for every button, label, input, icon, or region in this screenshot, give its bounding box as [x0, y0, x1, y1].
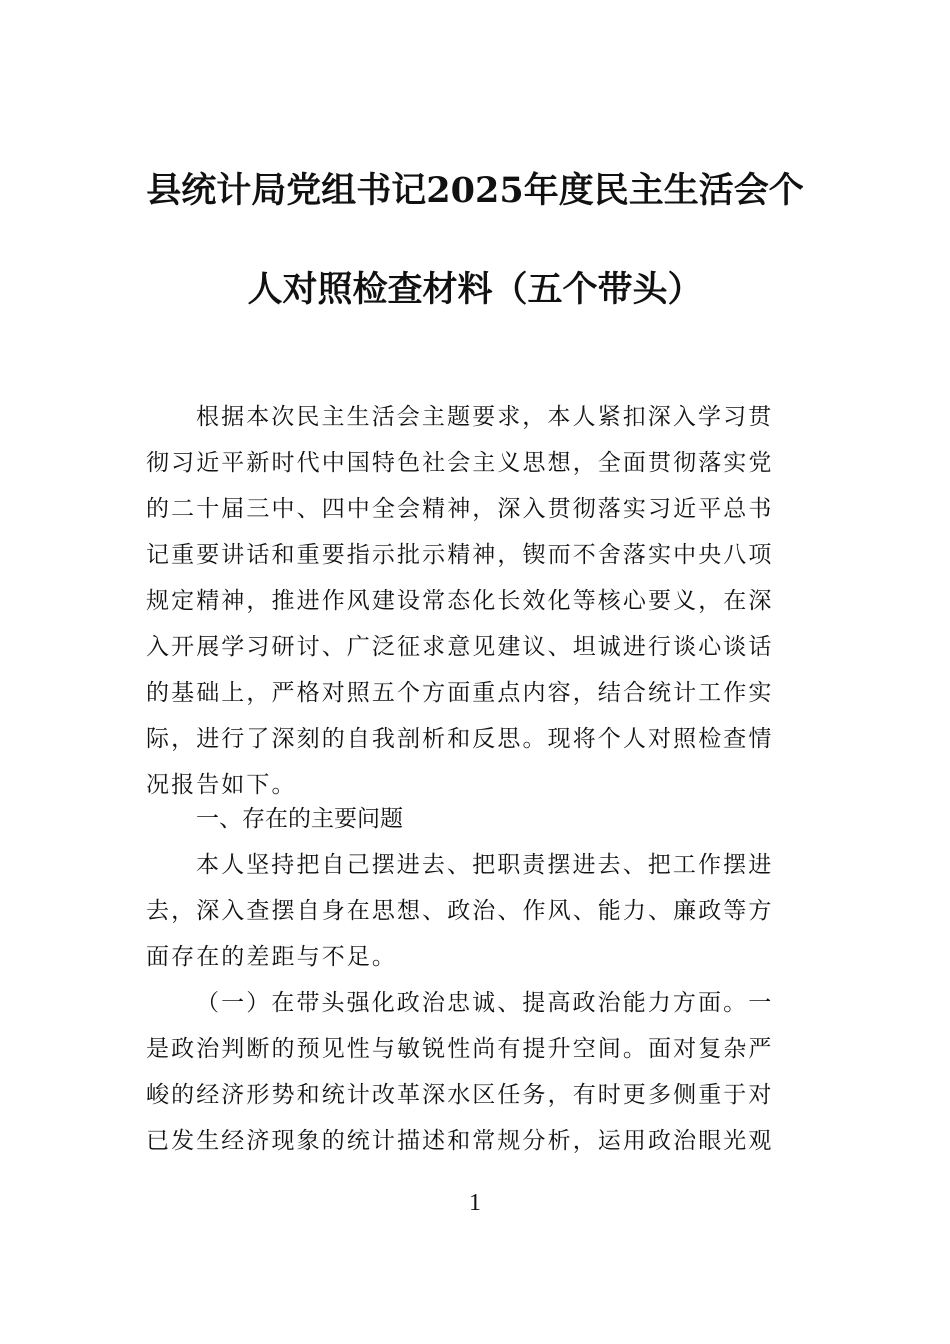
section-heading: 一、存在的主要问题	[196, 806, 403, 832]
section-line: 面存在的差距与不足。	[146, 944, 397, 970]
intro-line: 的二十届三中、四中全会精神，深入贯彻落实习近平总书	[146, 496, 774, 522]
section-line: 本人坚持把自己摆进去、把职责摆进去、把工作摆进	[196, 852, 774, 878]
intro-line: 根据本次民主生活会主题要求，本人紧扣深入学习贯	[196, 404, 774, 430]
intro-line: 际，进行了深刻的自我剖析和反思。现将个人对照检查情	[146, 726, 774, 752]
section-line: 去，深入查摆自身在思想、政治、作风、能力、廉政等方	[146, 898, 774, 924]
intro-line: 入开展学习研讨、广泛征求意见建议、坦诚进行谈心谈话	[146, 634, 774, 660]
document-title-line-1: 县统计局党组书记2025年度民主生活会个	[146, 170, 804, 211]
intro-line: 彻习近平新时代中国特色社会主义思想，全面贯彻落实党	[146, 450, 774, 476]
subsection-line: （一）在带头强化政治忠诚、提高政治能力方面。一	[196, 990, 774, 1016]
subsection-line: 峻的经济形势和统计改革深水区任务，有时更多侧重于对	[146, 1082, 774, 1108]
subsection-line: 已发生经济现象的统计描述和常规分析，运用政治眼光观	[146, 1128, 774, 1154]
document-title-line-2: 人对照检查材料（五个带头）	[247, 269, 703, 310]
subsection-line: 是政治判断的预见性与敏锐性尚有提升空间。面对复杂严	[146, 1036, 774, 1062]
intro-line: 规定精神，推进作风建设常态化长效化等核心要义，在深	[146, 588, 774, 614]
intro-line: 记重要讲话和重要指示批示精神，锲而不舍落实中央八项	[146, 542, 774, 568]
intro-line: 况报告如下。	[146, 772, 297, 798]
intro-line: 的基础上，严格对照五个方面重点内容，结合统计工作实	[146, 680, 774, 706]
page-number: 1	[469, 1190, 481, 1216]
